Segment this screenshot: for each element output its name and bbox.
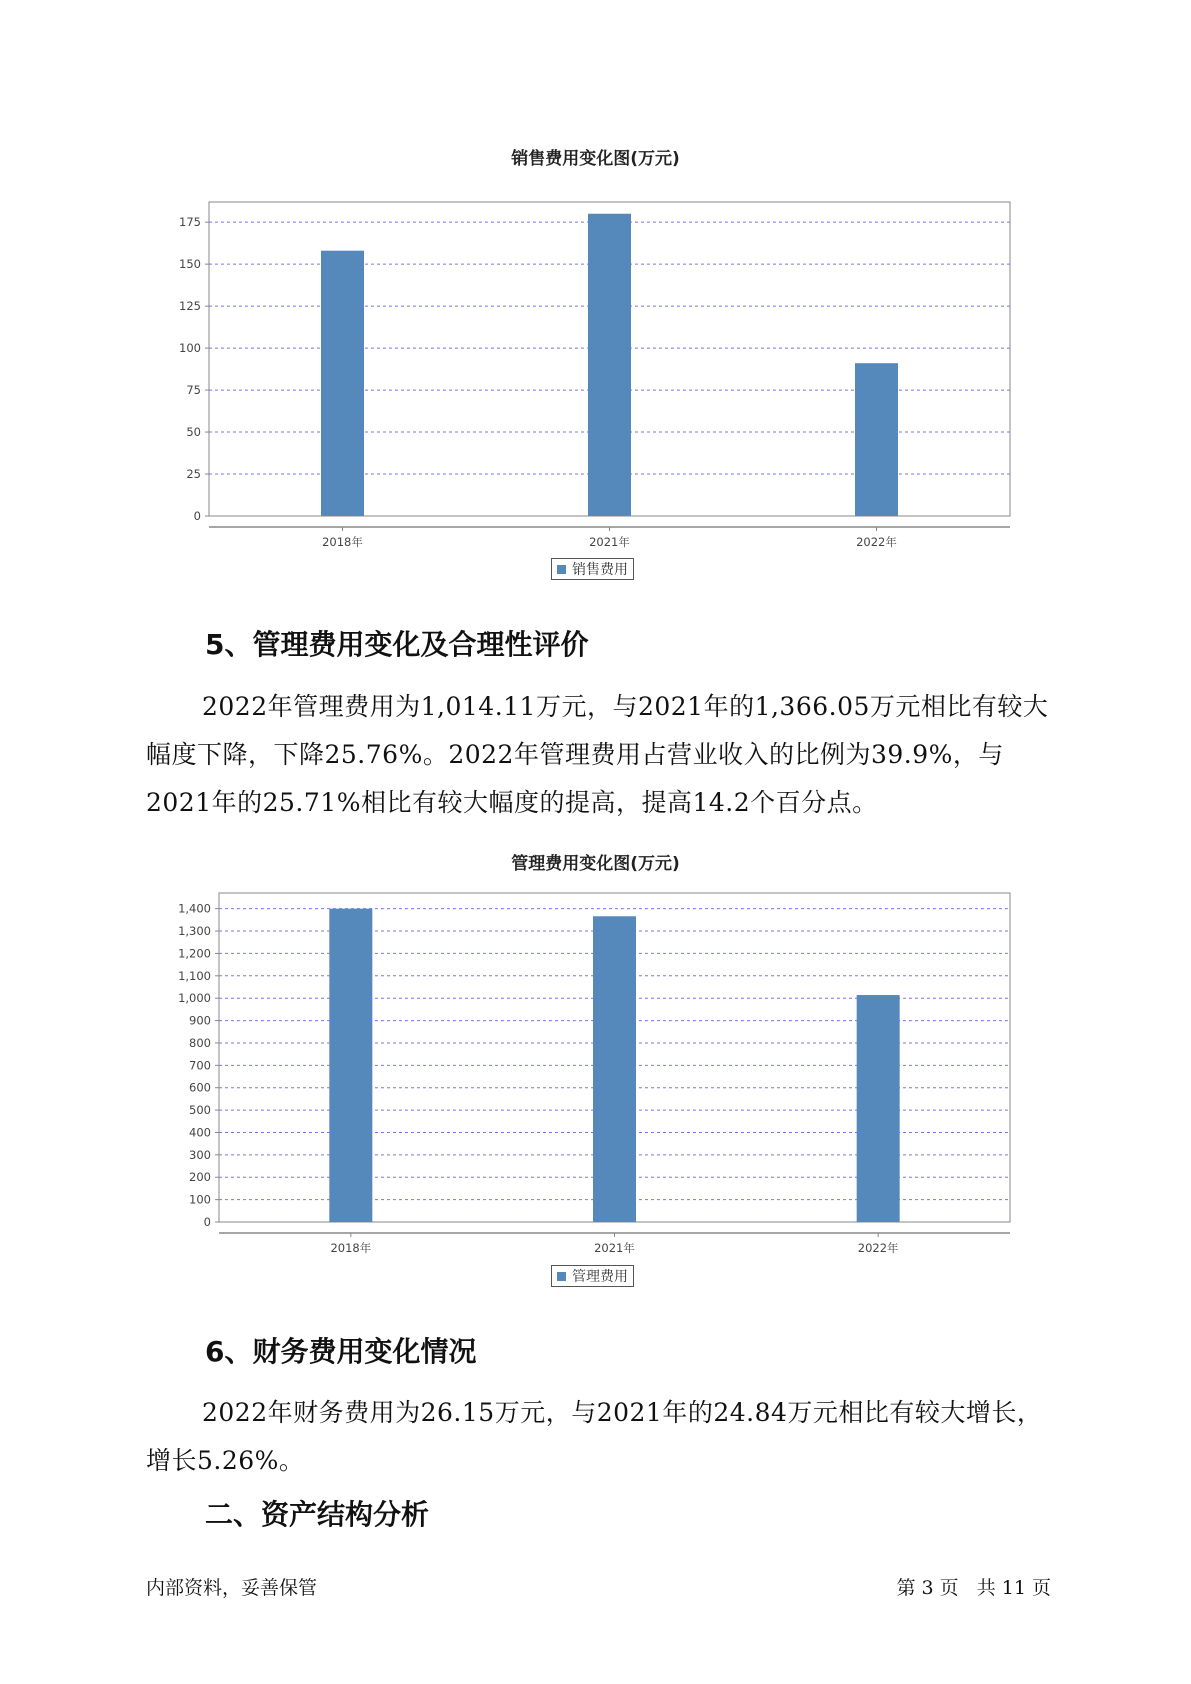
y-tick-label: 500 [189,1103,211,1118]
y-tick-label: 100 [189,1192,211,1207]
section-5-heading: 5、管理费用变化及合理性评价 [205,628,589,661]
y-tick-label: 1,300 [178,924,211,939]
bar-2018年 [329,909,372,1222]
part-2-heading: 二、资产结构分析 [205,1498,430,1531]
chart-title-admin: 管理费用变化图(万元) [511,854,680,874]
y-tick-label: 700 [189,1058,211,1073]
legend-label: 管理费用 [572,1269,628,1285]
y-tick-label: 900 [189,1013,211,1028]
y-tick-label: 1,100 [178,968,211,983]
y-tick-label: 600 [189,1080,211,1095]
section-5-paragraph: 2022年管理费用为1,014.11万元，与2021年的1,366.05万元相比有较大幅度下降，下降25.76%。2022年管理费用占营业收入的比例为39.9%，与2021年的25.71%相比有较大幅度的提高，提高14.2个百分点。 [146,692,1049,817]
chart-legend-sales [551,558,634,580]
y-tick-label: 1,400 [178,901,211,916]
y-tick-label: 400 [189,1125,211,1140]
y-tick-label: 1,200 [178,946,211,961]
section-6-paragraph: 2022年财务费用为26.15万元，与2021年的24.84万元相比有较大增长，增长5.26%。 [146,1398,1043,1475]
y-tick-label: 0 [193,509,201,523]
y-tick-label: 175 [179,215,201,230]
bar-2018年 [321,251,364,516]
y-tick-label: 200 [189,1170,211,1185]
y-tick-label: 125 [179,299,201,314]
y-tick-label: 0 [203,1215,211,1229]
bar-2021年 [593,916,636,1222]
footer-page-number: 第 3 页 共 11 页 [896,1577,1051,1599]
legend-label: 销售费用 [572,562,628,578]
x-tick-label: 2018年 [330,1241,372,1255]
x-tick-label: 2021年 [589,535,630,549]
x-tick-label: 2022年 [856,535,897,549]
y-tick-label: 800 [189,1035,211,1050]
x-tick-label: 2018年 [322,535,363,549]
y-tick-label: 25 [186,467,201,482]
footer-confidential: 内部资料，妥善保管 [146,1577,318,1599]
y-tick-label: 150 [179,257,201,272]
legend-swatch [557,565,566,574]
x-tick-label: 2022年 [857,1241,899,1255]
y-tick-label: 50 [186,425,201,440]
bar-2021年 [588,214,631,516]
y-tick-label: 1,000 [178,991,211,1006]
admin-expense-chart [0,880,1191,1255]
chart-legend-admin [551,1265,634,1287]
y-tick-label: 100 [179,341,201,356]
x-tick-label: 2021年 [594,1241,635,1255]
sales-expense-chart [0,180,1191,570]
section-6-heading: 6、财务费用变化情况 [205,1335,477,1368]
chart-title-sales: 销售费用变化图(万元) [511,149,680,169]
legend-swatch [557,1272,566,1281]
bar-2022年 [857,995,900,1222]
bar-2022年 [855,363,898,516]
y-tick-label: 75 [186,383,201,398]
y-tick-label: 300 [189,1147,211,1162]
